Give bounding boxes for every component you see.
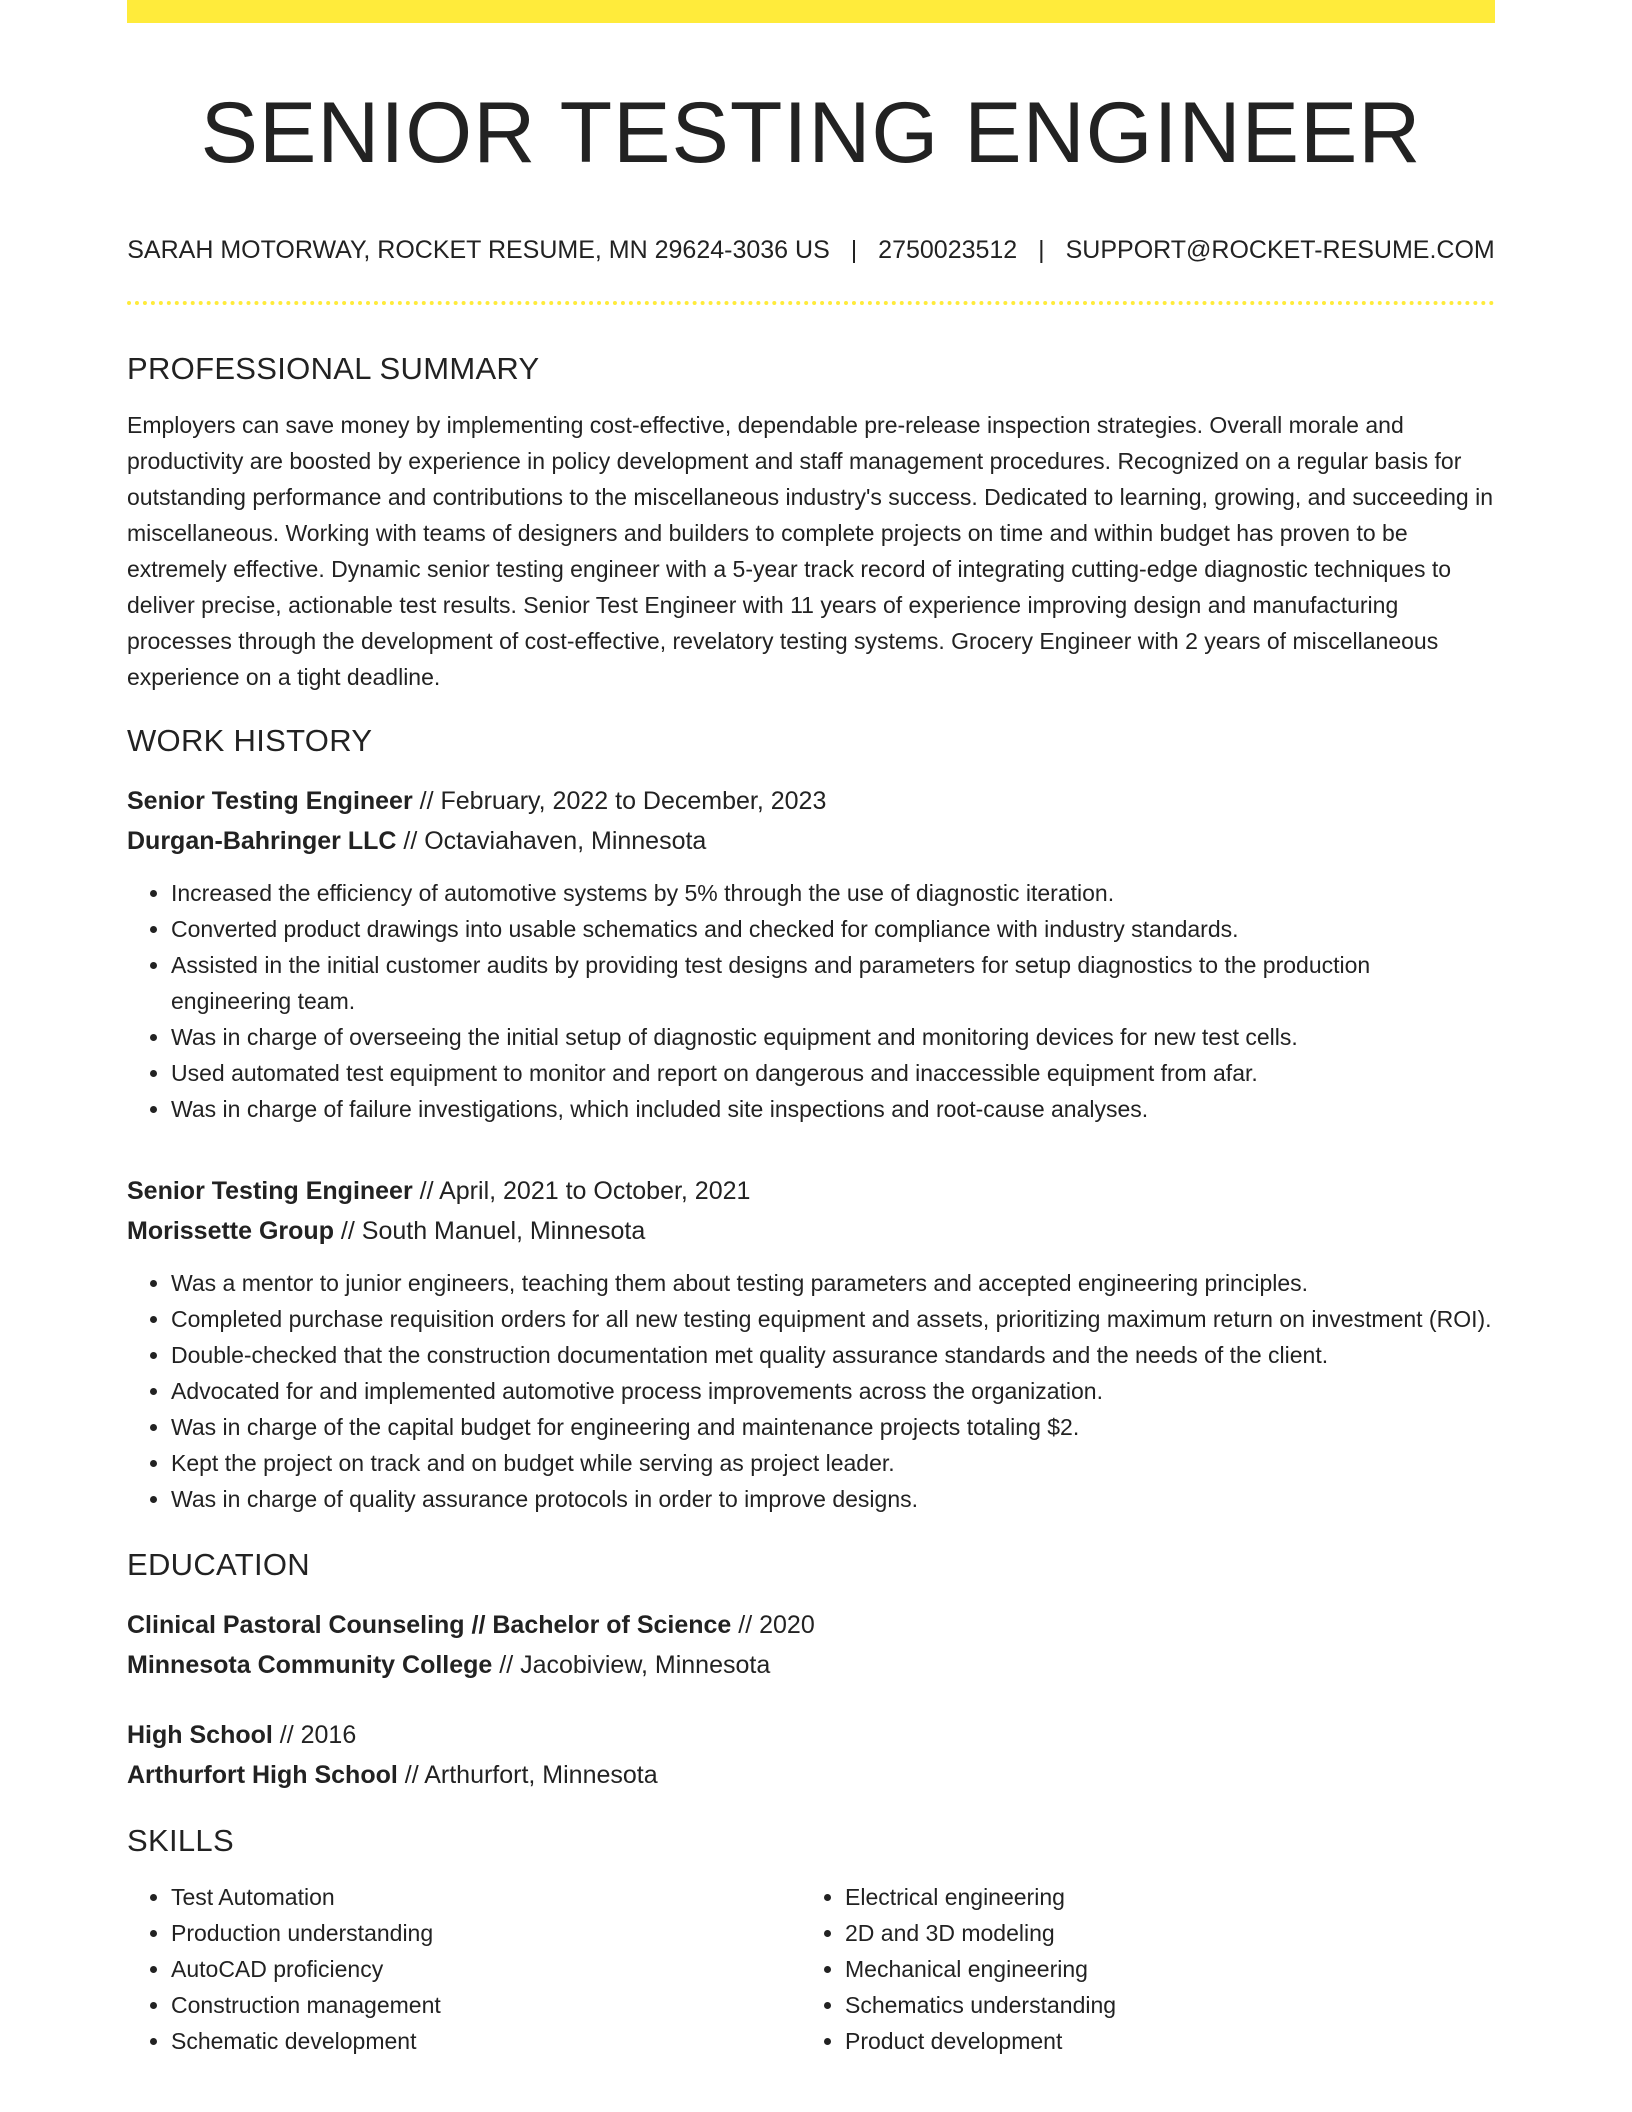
job-bullet: • Was in charge of overseeing the initial setup of diagnostic equipment and monitoring devices for new test cells. <box>171 1019 1495 1055</box>
job-bullets <box>127 1265 1495 1517</box>
job-location: // South Manuel, Minnesota <box>333 1217 646 1245</box>
job-bullet: • Completed purchase requisition orders for all new testing equipment and assets, prioritizing maximum return on investment (ROI). <box>171 1301 1495 1337</box>
education-school: Arthurfort High School <box>127 1761 398 1789</box>
skill-item: • Schematics understanding <box>845 1987 1475 2023</box>
job-bullet: • Double-checked that the construction documentation met quality assurance standards and the needs of the client. <box>171 1337 1495 1373</box>
job-entry <box>127 1171 1495 1517</box>
summary-text: Employers can save money by implementing cost-effective, dependable pre-release inspection strategies. Overall morale and productivity are boosted by experience in policy development and staff management procedures. Recognized on a regular basis for outstanding performance and contributions to the miscellaneous industry's success. Dedicated to learning, growing, and succeeding in miscellaneous. Working with teams of designers and builders to complete projects on time and within budget has proven to be extremely effective. Dynamic senior testing engineer with a 5-year track record of integrating cutting-edge diagnostic techniques to deliver precise, actionable test results. Senior Test Engineer with 11 years of experience improving design and manufacturing processes through the development of cost-effective, revelatory testing systems. Grocery Engineer with 2 years of miscellaneous experience on a tight deadline. <box>127 412 1494 690</box>
education-school: Minnesota Community College <box>127 1651 493 1679</box>
job-entry <box>127 781 1495 1127</box>
job-title: Senior Testing Engineer <box>127 787 413 815</box>
skill-item: • Schematic development <box>171 2023 801 2059</box>
skill-item: • 2D and 3D modeling <box>845 1915 1475 1951</box>
skills-list-left <box>127 1879 801 2059</box>
section-title-summary: PROFESSIONAL SUMMARY <box>127 351 540 386</box>
education-year: // 2016 <box>272 1721 357 1749</box>
job-bullet: • Kept the project on track and on budget while serving as project leader. <box>171 1445 1495 1481</box>
accent-bar <box>127 0 1495 23</box>
skill-item: • AutoCAD proficiency <box>171 1951 801 1987</box>
skill-item: • Product development <box>845 2023 1475 2059</box>
education-degree-line <box>127 1715 1495 1755</box>
contact-email[interactable]: SUPPORT@ROCKET-RESUME.COM <box>1065 236 1495 264</box>
skill-item: • Construction management <box>171 1987 801 2023</box>
contact-separator: | <box>850 236 858 264</box>
contact-phone: 2750023512 <box>878 236 1018 264</box>
education-year: // 2020 <box>731 1611 815 1639</box>
education-degree: Clinical Pastoral Counseling // Bachelor of Science <box>127 1611 732 1639</box>
job-bullet: • Assisted in the initial customer audits by providing test designs and parameters for setup diagnostics to the production engineering team. <box>171 947 1495 1019</box>
job-company: Durgan-Bahringer LLC <box>127 827 397 855</box>
resume-title: SENIOR TESTING ENGINEER <box>200 85 1422 181</box>
job-bullet: • Advocated for and implemented automotive process improvements across the organization. <box>171 1373 1495 1409</box>
job-bullet: • Was a mentor to junior engineers, teaching them about testing parameters and accepted engineering principles. <box>171 1265 1495 1301</box>
resume-page <box>127 0 1495 2059</box>
skills-list-right <box>801 1879 1475 2059</box>
job-bullet: • Was in charge of quality assurance protocols in order to improve designs. <box>171 1481 1495 1517</box>
job-title-line <box>127 1171 1495 1211</box>
contact-separator: | <box>1038 236 1045 264</box>
job-company-line <box>127 1211 1495 1251</box>
education-location: // Jacobiview, Minnesota <box>492 1651 771 1679</box>
job-bullets <box>127 875 1495 1127</box>
section-title-skills: SKILLS <box>127 1823 234 1858</box>
job-bullet: • Was in charge of failure investigations, which included site inspections and root-cause analyses. <box>171 1091 1495 1127</box>
job-bullet: • Converted product drawings into usable schematics and checked for compliance with industry standards. <box>171 911 1495 947</box>
job-dates: // April, 2021 to October, 2021 <box>412 1177 751 1205</box>
dotted-divider <box>127 301 1495 305</box>
contact-line <box>127 235 1495 265</box>
section-title-education: EDUCATION <box>127 1547 310 1582</box>
education-school-line <box>127 1645 1495 1685</box>
job-bullet: • Increased the efficiency of automotive systems by 5% through the use of diagnostic iteration. <box>171 875 1495 911</box>
education-degree-line <box>127 1605 1495 1645</box>
job-title: Senior Testing Engineer <box>127 1177 413 1205</box>
job-company: Morissette Group <box>127 1217 334 1245</box>
job-location: // Octaviahaven, Minnesota <box>396 827 707 855</box>
section-title-work-history: WORK HISTORY <box>127 723 373 758</box>
skill-item: • Test Automation <box>171 1879 801 1915</box>
education-entry <box>127 1605 1495 1685</box>
job-bullet: • Was in charge of the capital budget for engineering and maintenance projects totaling $2. <box>171 1409 1495 1445</box>
education-school-line <box>127 1755 1495 1795</box>
job-title-line <box>127 781 1495 821</box>
education-entry <box>127 1715 1495 1795</box>
skill-item: • Production understanding <box>171 1915 801 1951</box>
skill-item: • Electrical engineering <box>845 1879 1475 1915</box>
skills-columns <box>127 1879 1495 2059</box>
job-bullet: • Used automated test equipment to monitor and report on dangerous and inaccessible equipment from afar. <box>171 1055 1495 1091</box>
education-location: // Arthurfort, Minnesota <box>397 1761 658 1789</box>
education-degree: High School <box>127 1721 273 1749</box>
contact-address: SARAH MOTORWAY, ROCKET RESUME, MN 29624-3036 US <box>127 236 830 264</box>
job-company-line <box>127 821 1495 861</box>
skill-item: • Mechanical engineering <box>845 1951 1475 1987</box>
job-dates: // February, 2022 to December, 2023 <box>412 787 827 815</box>
